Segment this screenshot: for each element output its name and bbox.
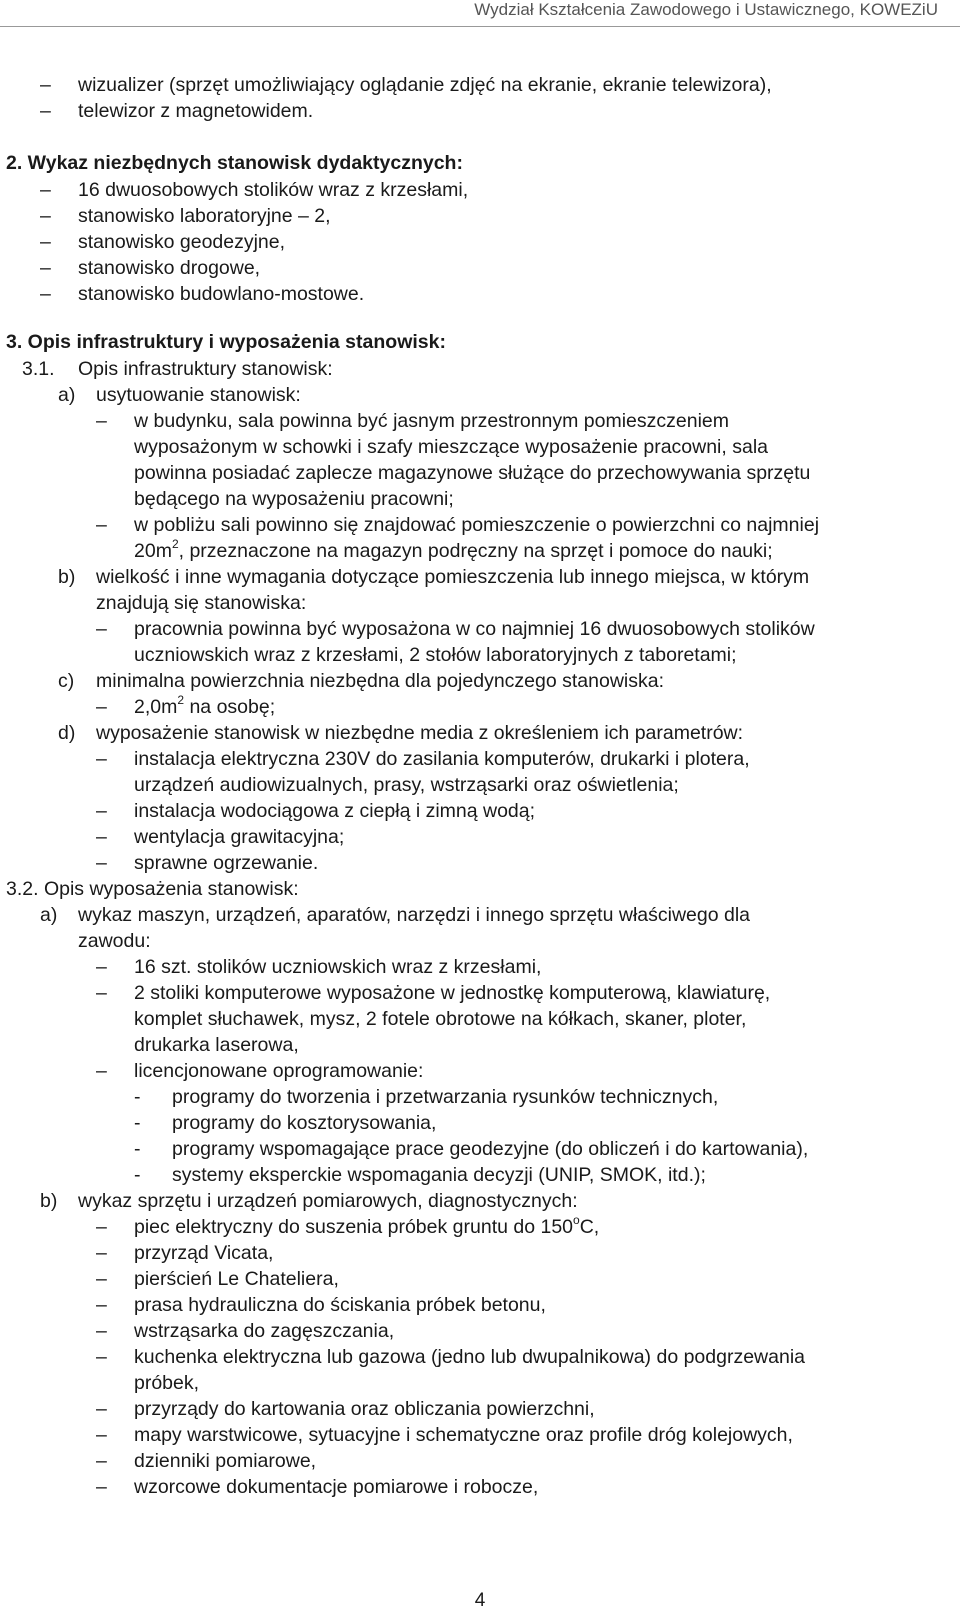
line-text xyxy=(172,1084,718,1110)
list-bullet: – xyxy=(40,257,51,279)
line-text xyxy=(134,1396,595,1422)
line-text xyxy=(6,150,463,176)
line-text-main: programy do tworzenia i przetwarzania rysunków technicznych, xyxy=(172,1086,719,1108)
list-bullet: – xyxy=(40,283,51,305)
list-bullet: – xyxy=(96,1320,107,1342)
text-line xyxy=(0,356,960,382)
line-text xyxy=(134,616,815,642)
page-number: 4 xyxy=(474,1590,486,1611)
line-text-main: próbek, xyxy=(134,1372,200,1394)
text-line xyxy=(0,824,960,850)
line-text-main: prasa hydrauliczna do ściskania próbek betonu, xyxy=(134,1294,546,1316)
line-text xyxy=(134,1032,299,1058)
text-line xyxy=(0,408,960,434)
line-text xyxy=(78,98,313,124)
line-text xyxy=(78,203,331,229)
text-line xyxy=(0,590,960,616)
line-text xyxy=(134,980,770,1006)
line-text-main: instalacja wodociągowa z ciepłą i zimną wodą; xyxy=(134,800,536,822)
line-text-main: 2. Wykaz niezbędnych stanowisk dydaktycznych: xyxy=(6,152,463,174)
list-bullet: – xyxy=(96,1476,107,1498)
line-text-main: telewizor z magnetowidem. xyxy=(78,100,314,122)
line-text-main: przyrząd Vicata, xyxy=(134,1242,274,1264)
line-text-main: wyposażonym w schowki i szafy mieszczące wyposażenie pracowni, sala xyxy=(134,436,768,458)
line-text xyxy=(78,902,750,928)
line-text xyxy=(134,642,737,668)
list-bullet: – xyxy=(40,74,51,96)
list-bullet: – xyxy=(96,1268,107,1290)
line-text xyxy=(134,798,535,824)
list-bullet: - xyxy=(134,1112,141,1134)
superscript: 2 xyxy=(177,692,185,707)
text-line xyxy=(0,902,960,928)
line-text xyxy=(172,1162,706,1188)
line-text-main: komplet słuchawek, mysz, 2 fotele obrotowe na kółkach, skaner, ploter, xyxy=(134,1008,747,1030)
line-text xyxy=(134,434,768,460)
list-marker: 3.1. xyxy=(22,358,55,380)
line-text-main: urządzeń audiowizualnych, prasy, wstrząsarki oraz oświetlenia; xyxy=(134,774,679,796)
line-text-main: wyposażenie stanowisk w niezbędne media z określeniem ich parametrów: xyxy=(96,722,744,744)
text-line xyxy=(0,876,960,902)
list-bullet: – xyxy=(96,1060,107,1082)
line-text xyxy=(6,876,299,902)
list-bullet: – xyxy=(96,1398,107,1420)
list-marker: c) xyxy=(58,670,75,692)
text-line xyxy=(0,1292,960,1318)
line-text-main: 2,0m xyxy=(134,696,178,718)
line-text xyxy=(134,824,344,850)
line-text xyxy=(134,1006,746,1032)
superscript: o xyxy=(573,1212,580,1227)
text-line xyxy=(0,329,960,355)
list-bullet: – xyxy=(96,800,107,822)
line-text xyxy=(134,1266,339,1292)
text-line xyxy=(0,1006,960,1032)
line-text xyxy=(78,177,468,203)
line-text-main: uczniowskich wraz z krzesłami, 2 stołów laboratoryjnych z taboretami; xyxy=(134,644,737,666)
list-bullet: – xyxy=(40,231,51,253)
text-line xyxy=(0,382,960,408)
line-text xyxy=(96,564,809,590)
line-text-main: wentylacja grawitacyjna; xyxy=(134,826,345,848)
line-text-main: kuchenka elektryczna lub gazowa (jedno lub dwupalnikowa) do podgrzewania xyxy=(134,1346,805,1368)
text-line xyxy=(0,928,960,954)
line-text-main: usytuowanie stanowisk: xyxy=(96,384,301,406)
line-text xyxy=(134,1344,805,1370)
text-line xyxy=(0,177,960,203)
line-text-main: programy do kosztorysowania, xyxy=(172,1112,437,1134)
line-text-main: 16 szt. stolików uczniowskich wraz z krzesłami, xyxy=(134,956,542,978)
line-text-main: zawodu: xyxy=(78,930,151,952)
text-line xyxy=(0,668,960,694)
line-text xyxy=(134,1318,394,1344)
list-bullet: – xyxy=(96,1424,107,1446)
text-line xyxy=(0,1344,960,1370)
line-text-main: pracownia powinna być wyposażona w co najmniej 16 dwuosobowych stolików xyxy=(134,618,815,640)
line-text-main: wzorcowe dokumentacje pomiarowe i robocze, xyxy=(134,1476,539,1498)
line-text-main: 20m xyxy=(134,540,172,562)
text-line xyxy=(0,1370,960,1396)
line-text xyxy=(134,1422,793,1448)
line-text xyxy=(134,1448,316,1474)
line-text-main: w pobliżu sali powinno się znajdować pomieszczenie o powierzchni co najmniej xyxy=(134,514,820,536)
line-text xyxy=(134,850,318,876)
header-title: Wydział Kształcenia Zawodowego i Ustawicznego, KOWEZiU xyxy=(474,0,938,19)
list-bullet: – xyxy=(96,1346,107,1368)
text-line xyxy=(0,72,960,98)
line-text-main: dzienniki pomiarowe, xyxy=(134,1450,317,1472)
line-text xyxy=(134,1214,599,1240)
text-line xyxy=(0,1474,960,1500)
line-text xyxy=(134,408,729,434)
line-text xyxy=(134,1058,423,1084)
text-line xyxy=(0,1396,960,1422)
line-text xyxy=(134,1474,538,1500)
line-text xyxy=(78,229,285,255)
line-text xyxy=(134,772,679,798)
list-bullet: – xyxy=(96,1216,107,1238)
text-line xyxy=(0,616,960,642)
text-line xyxy=(0,850,960,876)
line-text-main: mapy warstwicowe, sytuacyjne i schematyczne oraz profile dróg kolejowych, xyxy=(134,1424,793,1446)
text-line xyxy=(0,746,960,772)
line-text xyxy=(96,382,301,408)
text-line xyxy=(0,460,960,486)
line-text xyxy=(134,694,275,720)
list-bullet: – xyxy=(96,514,107,536)
text-line xyxy=(0,798,960,824)
list-marker: a) xyxy=(40,904,58,926)
text-line xyxy=(0,1318,960,1344)
line-text-main: licencjonowane oprogramowanie: xyxy=(134,1060,424,1082)
line-text xyxy=(96,590,306,616)
line-text-main: wstrząsarka do zagęszczania, xyxy=(134,1320,395,1342)
text-line xyxy=(0,1032,960,1058)
line-text xyxy=(172,1110,436,1136)
list-marker: b) xyxy=(40,1190,58,1212)
text-line xyxy=(0,229,960,255)
line-text-main: stanowisko budowlano-mostowe. xyxy=(78,283,365,305)
line-text-main: będącego na wyposażeniu pracowni; xyxy=(134,488,454,510)
line-text-tail: na osobę; xyxy=(184,696,276,718)
line-text xyxy=(6,329,446,355)
list-marker: b) xyxy=(58,566,76,588)
text-line xyxy=(0,1136,960,1162)
list-bullet: - xyxy=(134,1164,141,1186)
line-text-main: 3.2. Opis wyposażenia stanowisk: xyxy=(6,878,299,900)
line-text-tail: C, xyxy=(579,1216,600,1238)
line-text-main: piec elektryczny do suszenia próbek gruntu do 150 xyxy=(134,1216,574,1238)
list-bullet: – xyxy=(96,956,107,978)
text-line xyxy=(0,720,960,746)
line-text xyxy=(134,512,819,538)
line-text-main: stanowisko geodezyjne, xyxy=(78,231,286,253)
line-text-main: wykaz maszyn, urządzeń, aparatów, narzędzi i innego sprzętu właściwego dla xyxy=(78,904,751,926)
text-line xyxy=(0,538,960,564)
header-divider xyxy=(0,26,960,27)
line-text-main: instalacja elektryczna 230V do zasilania komputerów, drukarki i plotera, xyxy=(134,748,750,770)
text-line xyxy=(0,203,960,229)
list-bullet: – xyxy=(40,179,51,201)
line-text xyxy=(134,746,750,772)
text-line xyxy=(0,255,960,281)
list-marker: a) xyxy=(58,384,76,406)
list-bullet: – xyxy=(40,100,51,122)
line-text-tail: , przeznaczone na magazyn podręczny na sprzęt i pomoce do nauki; xyxy=(178,540,773,562)
line-text-main: sprawne ogrzewanie. xyxy=(134,852,319,874)
text-line xyxy=(0,1058,960,1084)
line-text xyxy=(172,1136,808,1162)
line-text xyxy=(134,486,454,512)
line-text xyxy=(134,1240,273,1266)
text-line xyxy=(0,1214,960,1240)
line-text xyxy=(134,460,810,486)
line-text-main: przyrządy do kartowania oraz obliczania powierzchni, xyxy=(134,1398,595,1420)
text-line xyxy=(0,694,960,720)
line-text xyxy=(134,538,773,564)
text-line xyxy=(0,1084,960,1110)
line-text-main: stanowisko laboratoryjne – 2, xyxy=(78,205,331,227)
text-line xyxy=(0,1188,960,1214)
line-text-main: 2 stoliki komputerowe wyposażone w jednostkę komputerową, klawiaturę, xyxy=(134,982,771,1004)
line-text-main: stanowisko drogowe, xyxy=(78,257,261,279)
list-bullet: – xyxy=(96,1294,107,1316)
text-line xyxy=(0,1240,960,1266)
list-bullet: – xyxy=(96,618,107,640)
superscript: 2 xyxy=(171,536,179,551)
list-bullet: – xyxy=(96,852,107,874)
text-line xyxy=(0,642,960,668)
list-bullet: – xyxy=(96,696,107,718)
line-text-main: programy wspomagające prace geodezyjne (do obliczeń i do kartowania), xyxy=(172,1138,809,1160)
list-bullet: – xyxy=(96,748,107,770)
line-text-main: wizualizer (sprzęt umożliwiający oglądanie zdjęć na ekranie, ekranie telewizora), xyxy=(78,74,772,96)
line-text-main: powinna posiadać zaplecze magazynowe służące do przechowywania sprzętu xyxy=(134,462,811,484)
line-text xyxy=(134,1370,199,1396)
text-line xyxy=(0,1422,960,1448)
list-bullet: – xyxy=(40,205,51,227)
line-text xyxy=(134,1292,546,1318)
line-text-main: znajdują się stanowiska: xyxy=(96,592,307,614)
page-header xyxy=(0,0,960,38)
line-text-main: 3. Opis infrastruktury i wyposażenia stanowisk: xyxy=(6,331,446,353)
text-line xyxy=(0,1448,960,1474)
line-text xyxy=(78,72,772,98)
list-bullet: – xyxy=(96,410,107,432)
text-line xyxy=(0,434,960,460)
line-text xyxy=(78,928,151,954)
line-text xyxy=(96,720,743,746)
text-line xyxy=(0,1110,960,1136)
line-text-main: wielkość i inne wymagania dotyczące pomieszczenia lub innego miejsca, w którym xyxy=(96,566,810,588)
text-line xyxy=(0,980,960,1006)
line-text-main: 16 dwuosobowych stolików wraz z krzesłami, xyxy=(78,179,469,201)
list-bullet: – xyxy=(96,826,107,848)
text-line xyxy=(0,1162,960,1188)
line-text-main: drukarka laserowa, xyxy=(134,1034,299,1056)
line-text-main: w budynku, sala powinna być jasnym przestronnym pomieszczeniem xyxy=(134,410,730,432)
line-text xyxy=(78,281,364,307)
line-text-main: systemy eksperckie wspomagania decyzji (UNIP, SMOK, itd.); xyxy=(172,1164,706,1186)
line-text xyxy=(134,954,541,980)
line-text-main: Opis infrastruktury stanowisk: xyxy=(78,358,333,380)
list-marker: d) xyxy=(58,722,76,744)
line-text xyxy=(78,356,333,382)
text-line xyxy=(0,150,960,176)
line-text-main: pierścień Le Chateliera, xyxy=(134,1268,339,1290)
list-bullet: – xyxy=(96,982,107,1004)
list-bullet: - xyxy=(134,1086,141,1108)
list-bullet: – xyxy=(96,1450,107,1472)
line-text-main: minimalna powierzchnia niezbędna dla pojedynczego stanowiska: xyxy=(96,670,665,692)
line-text xyxy=(96,668,664,694)
text-line xyxy=(0,512,960,538)
text-line xyxy=(0,772,960,798)
text-line xyxy=(0,954,960,980)
list-bullet: – xyxy=(96,1242,107,1264)
line-text-main: wykaz sprzętu i urządzeń pomiarowych, diagnostycznych: xyxy=(78,1190,578,1212)
text-line xyxy=(0,98,960,124)
text-line xyxy=(0,281,960,307)
line-text xyxy=(78,255,260,281)
text-line xyxy=(0,564,960,590)
text-line xyxy=(0,1266,960,1292)
list-bullet: - xyxy=(134,1138,141,1160)
line-text xyxy=(78,1188,578,1214)
text-line xyxy=(0,486,960,512)
